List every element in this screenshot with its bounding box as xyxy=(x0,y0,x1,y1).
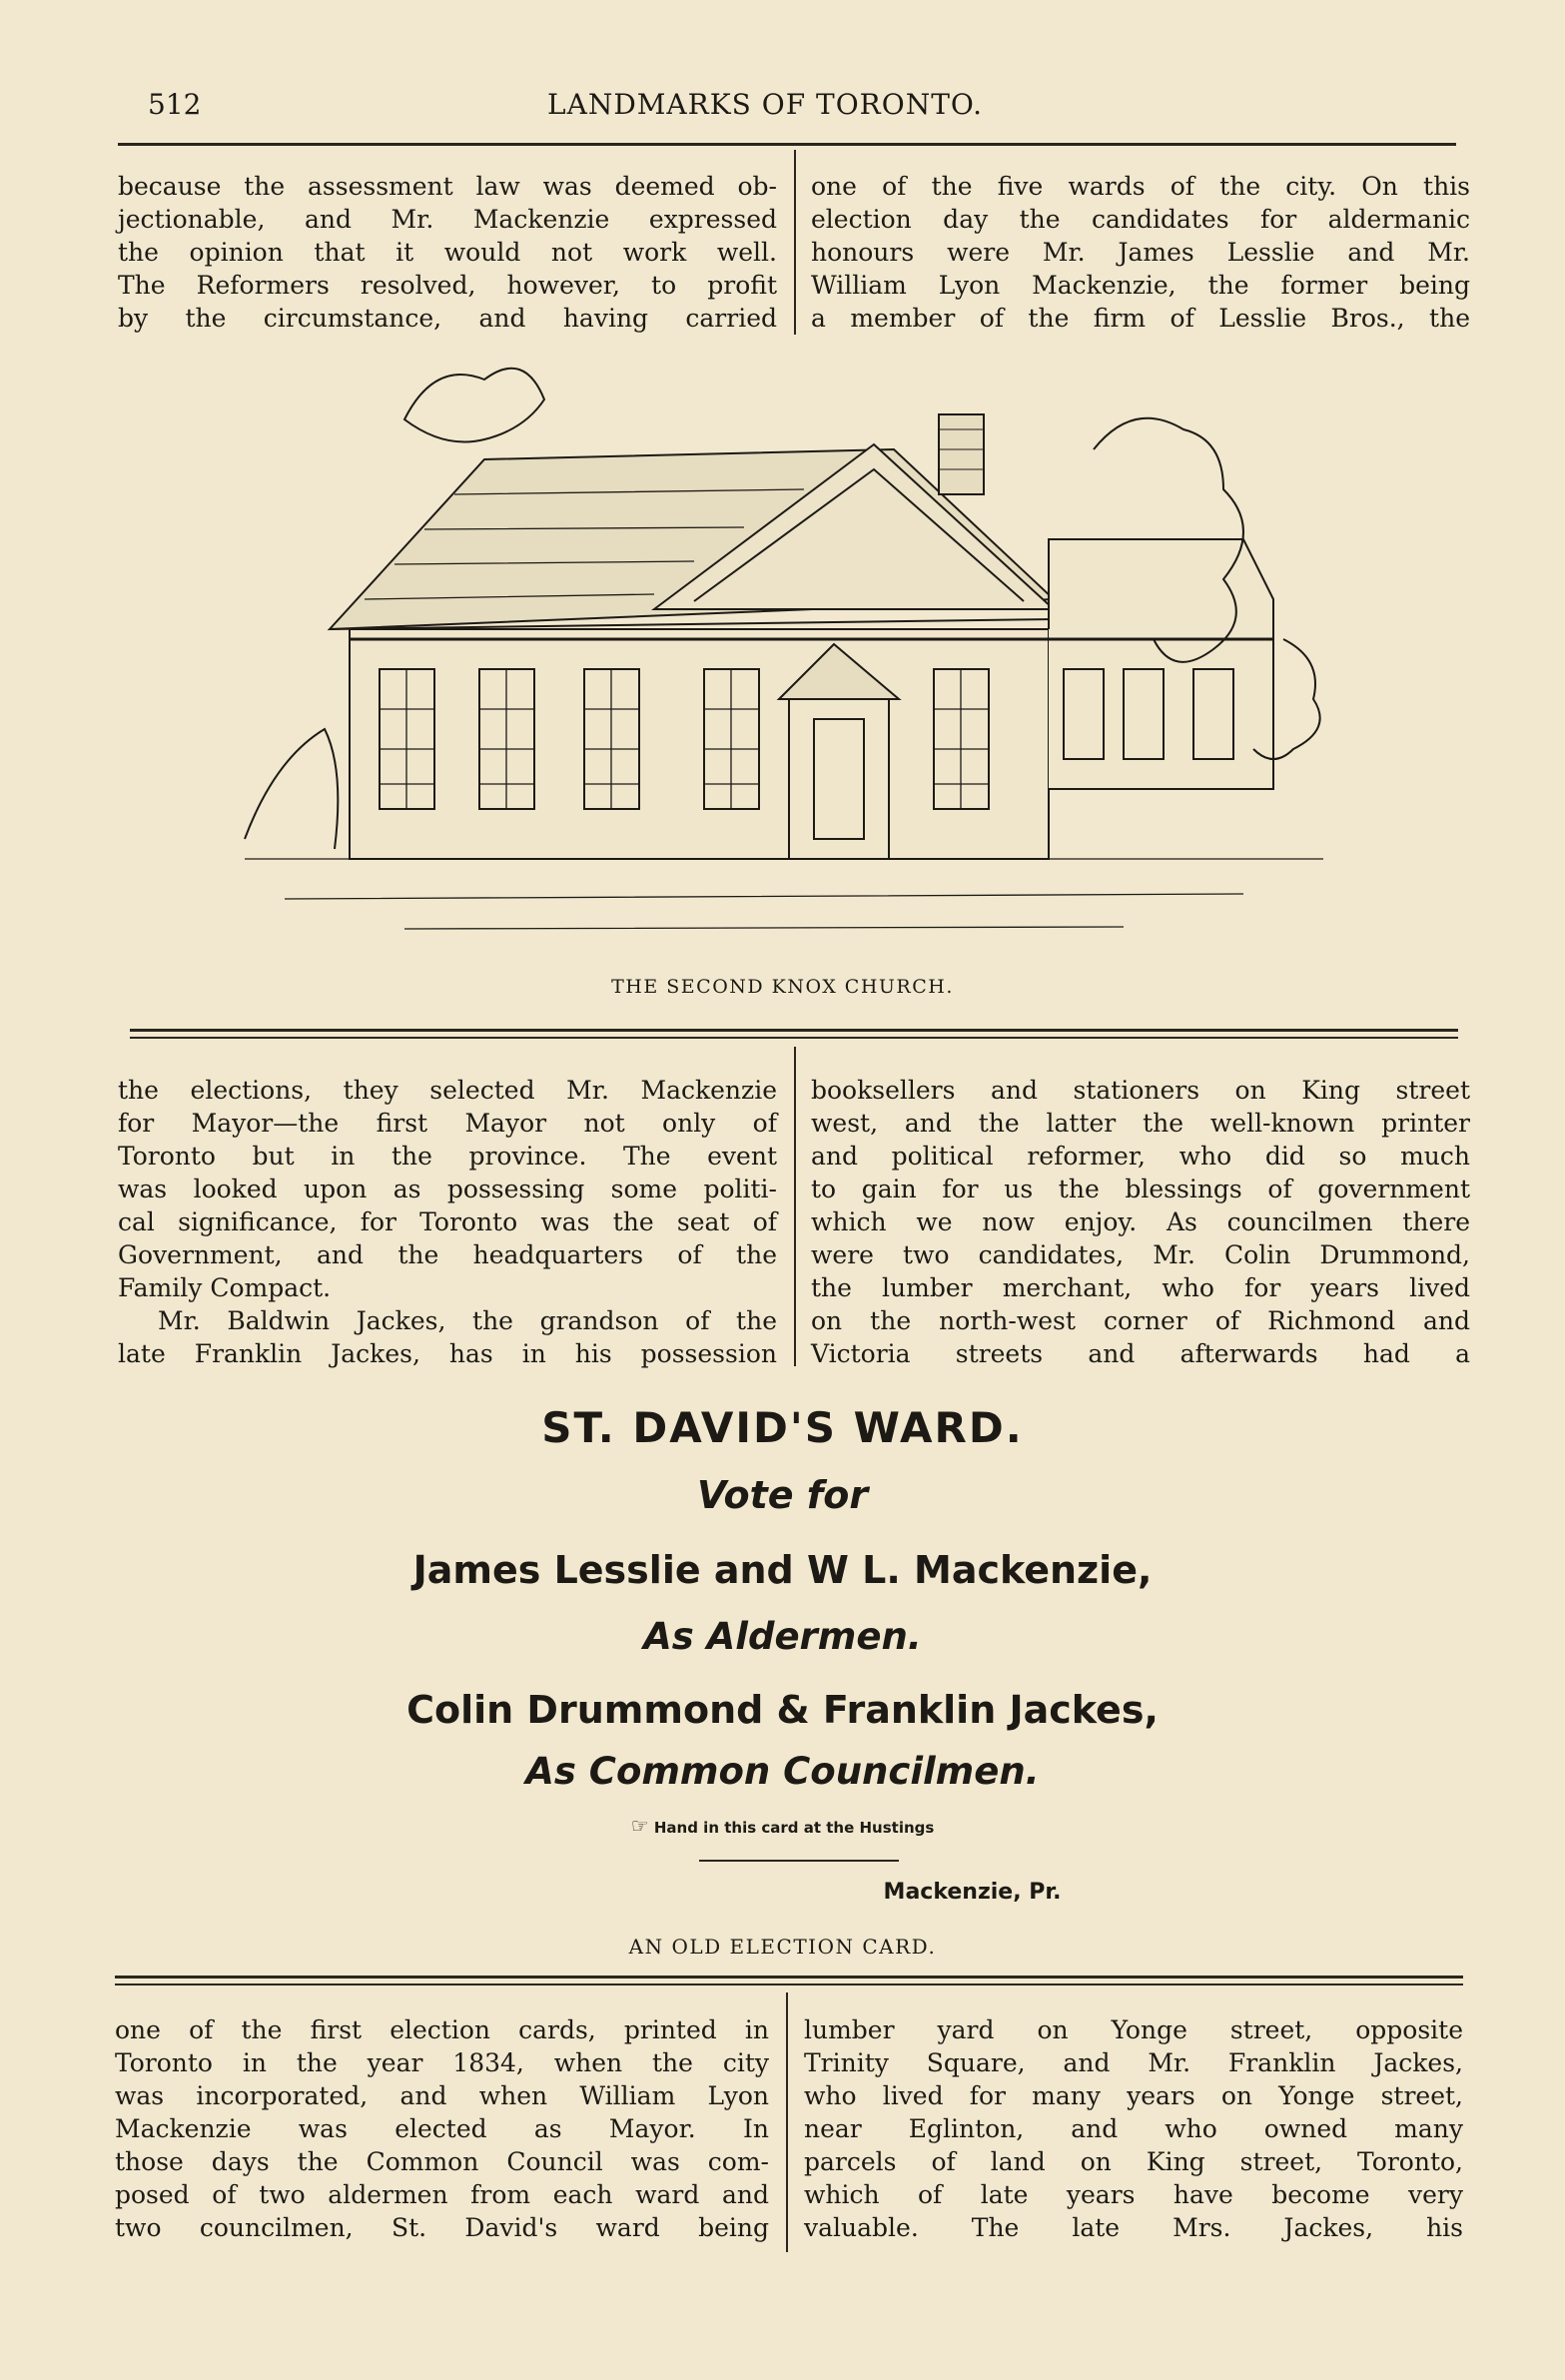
card-instruction xyxy=(0,1814,1565,1838)
top-left-column xyxy=(118,170,777,335)
card-printer: Mackenzie, Pr. xyxy=(883,1880,1062,1905)
text-line: near Eglinton, and who owned many xyxy=(804,2114,1463,2143)
text-line: late Franklin Jackes, has in his possession xyxy=(118,1339,777,1368)
bottom-left-column xyxy=(115,2013,769,2244)
text-line: cal significance, for Toronto was the seat of xyxy=(118,1207,777,1236)
text-line: for Mayor—the first Mayor not only of xyxy=(118,1109,777,1138)
text-line: booksellers and stationers on King street xyxy=(811,1076,1470,1105)
card-signature-rule xyxy=(699,1860,899,1862)
text-line: election day the candidates for aldermanic xyxy=(811,205,1470,234)
header-rule xyxy=(118,143,1456,146)
text-line: Family Compact. xyxy=(118,1273,332,1302)
text-line: one of the five wards of the city. On this xyxy=(811,172,1470,201)
knox-church-illustration xyxy=(225,340,1383,939)
text-line: Government, and the headquarters of the xyxy=(118,1240,777,1269)
text-line: one of the first election cards, printed in xyxy=(115,2015,769,2044)
card-councilmen-names: Colin Drummond & Franklin Jackes, xyxy=(406,1688,1159,1732)
text-line: Toronto in the year 1834, when the city xyxy=(115,2048,769,2077)
illustration-caption: THE SECOND KNOX CHURCH. xyxy=(611,976,954,998)
text-line: was incorporated, and when William Lyon xyxy=(115,2081,769,2110)
text-line: Trinity Square, and Mr. Franklin Jackes, xyxy=(804,2048,1463,2077)
bottom-right-column xyxy=(804,2013,1463,2244)
running-header xyxy=(148,88,1047,132)
text-line: west, and the latter the well-known printer xyxy=(811,1109,1470,1138)
text-line: William Lyon Mackenzie, the former being xyxy=(811,271,1470,300)
text-line: The Reformers resolved, however, to profit xyxy=(118,271,777,300)
text-line: was looked upon as possessing some politi- xyxy=(118,1175,777,1203)
section-rule xyxy=(115,1983,1463,1985)
text-line: honours were Mr. James Lesslie and Mr. xyxy=(811,238,1470,267)
text-line: Mackenzie was elected as Mayor. In xyxy=(115,2114,769,2143)
section-rule xyxy=(130,1029,1458,1032)
tree-foliage xyxy=(404,369,544,442)
text-line: two councilmen, St. David's ward being xyxy=(115,2213,769,2242)
text-line: lumber yard on Yonge street, opposite xyxy=(804,2015,1463,2044)
text-line: the lumber merchant, who for years lived xyxy=(811,1273,1470,1302)
text-line: posed of two aldermen from each ward and xyxy=(115,2180,769,2209)
mid-left-column xyxy=(118,1074,777,1370)
text-line: parcels of land on King street, Toronto, xyxy=(804,2147,1463,2176)
text-line: the elections, they selected Mr. Mackenzie xyxy=(118,1076,777,1105)
card-ward-heading: ST. DAVID'S WARD. xyxy=(541,1403,1024,1452)
text-line: jectionable, and Mr. Mackenzie expressed xyxy=(118,205,777,234)
card-vote-for: Vote for xyxy=(696,1473,869,1517)
text-line: and political reformer, who did so much xyxy=(811,1142,1470,1171)
top-right-column xyxy=(811,170,1470,335)
text-line: by the circumstance, and having carried xyxy=(118,304,777,333)
card-aldermen-names: James Lesslie and W L. Mackenzie, xyxy=(412,1548,1153,1592)
text-line: were two candidates, Mr. Colin Drummond, xyxy=(811,1240,1470,1269)
card-instruction-text: Hand in this card at the Hustings xyxy=(653,1819,935,1837)
text-line: because the assessment law was deemed ob- xyxy=(118,172,777,201)
running-title: LANDMARKS OF TORONTO. xyxy=(547,88,984,121)
text-line: Mr. Baldwin Jackes, the grandson of the xyxy=(158,1306,777,1335)
text-line: valuable. The late Mrs. Jackes, his xyxy=(804,2213,1463,2242)
text-line: the opinion that it would not work well. xyxy=(118,238,777,267)
card-aldermen-role: As Aldermen. xyxy=(643,1615,922,1658)
text-line: Toronto but in the province. The event xyxy=(118,1142,777,1171)
section-rule xyxy=(115,1976,1463,1979)
text-line: a member of the firm of Lesslie Bros., the xyxy=(811,304,1470,333)
text-line: Victoria streets and afterwards had a xyxy=(811,1339,1470,1368)
card-caption: AN OLD ELECTION CARD. xyxy=(628,1935,937,1959)
page-number: 512 xyxy=(148,88,202,121)
text-line: those days the Common Council was com- xyxy=(115,2147,769,2176)
section-rule xyxy=(130,1037,1458,1039)
text-line: on the north-west corner of Richmond and xyxy=(811,1306,1470,1335)
column-divider xyxy=(786,1992,788,2252)
text-line: which we now enjoy. As councilmen there xyxy=(811,1207,1470,1236)
pointing-hand-icon: ☞ xyxy=(630,1814,649,1838)
column-divider xyxy=(794,1047,796,1366)
text-line: to gain for us the blessings of government xyxy=(811,1175,1470,1203)
text-line: which of late years have become very xyxy=(804,2180,1463,2209)
mid-right-column xyxy=(811,1074,1470,1370)
card-councilmen-role: As Common Councilmen. xyxy=(525,1750,1040,1793)
text-line: who lived for many years on Yonge street, xyxy=(804,2081,1463,2110)
column-divider xyxy=(794,150,796,335)
